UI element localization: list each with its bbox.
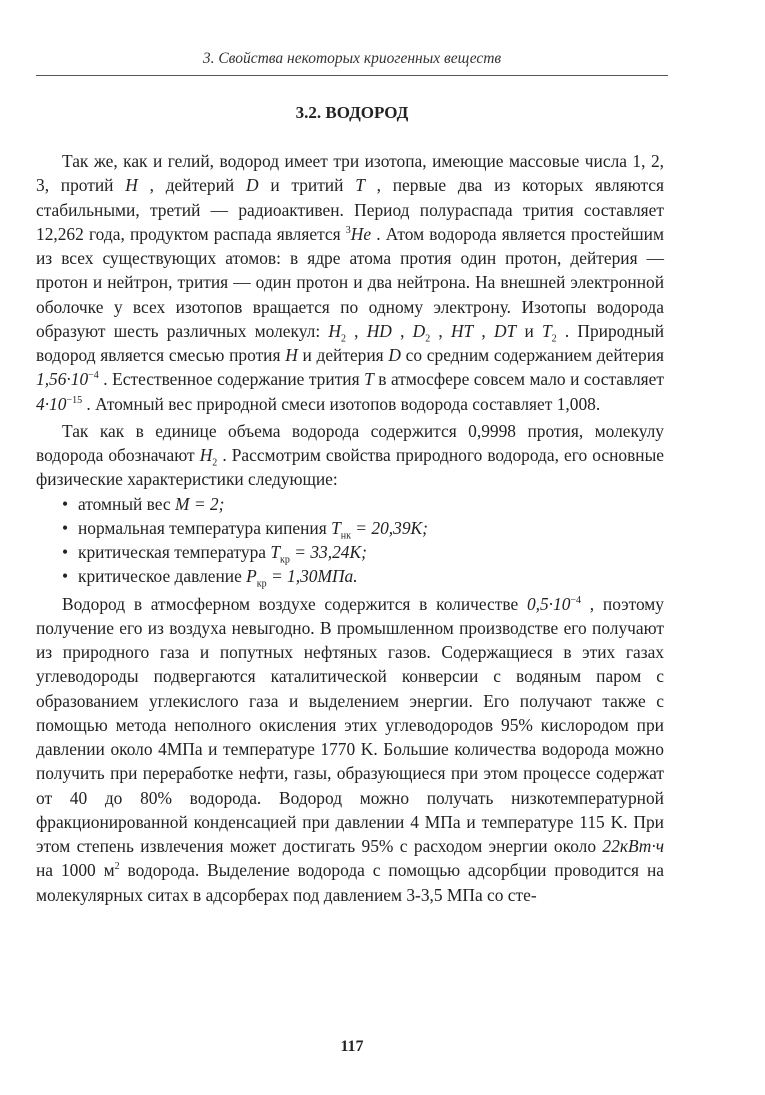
- running-header: 3. Свойства некоторых криогенных веществ: [202, 50, 502, 67]
- paragraph-3: Водород в атмосферном воздухе содержится в количестве $0,5\cdot 10^{-4}$ , поэтому получение его из воздуха невыгодно. В промышленном производстве его получают из природного газа и попутных нефтяных газов. Содержащиеся в этих газах углеводороды подвергаются каталитической конверсии с водяным паром с образованием углекислого газа и выделением энергии. Его получают также с помощью метода неполного окисления этих углеводородов 95% кислородом при давлении около 4МПа и температуре 1770 K. Большие количества водорода можно получить при переработке нефти, газы, образующиеся при этом процессе содержат от 40 до 80% водорода. Водород можно получать низкотемпературной фракционированной конденсацией при давлении 4 МПа и температуре 115 K. При этом степень извлечения может достигать 95% с расходом энергии около 22кВт·ч на 1000 $м^2$ водорода. Выделение водорода с помощью адсорбции проводится на молекулярных ситах в адсорберах под давлением 3-3,5 МПа со сте-: [36, 593, 665, 905]
- section-title: 3.2. ВОДОРОД: [295, 103, 409, 122]
- bullet-icon: •: [62, 493, 69, 514]
- list-item: • критическое давление $P_{кр} = 1,30МПа$.: [62, 566, 358, 590]
- properties-list: [36, 492, 664, 589]
- paragraph-1: Так же, как и гелий, водород имеет три изотопа, имеющие массовые числа 1, 2, 3, протий H , дейтерий D и тритий T , первые два из которых являются стабильными, третий — радиоактивен. Период полураспада трития составляет 12,262 года, продуктом распада является $^3$He . Атом водорода является простейшим из всех существующих атомов: в ядре атома протия один протон, дейтерия — протон и нейтрон, трития — один протон и два нейтрона. На внешней электронной оболочке у всех изотопов вращается по одному электрону. Изотопы водорода образуют шесть различных молекул: $H_2$ , HD , $D_2$ , HT , DT и $T_2$ . Природный водород является смесью протия H и дейтерия D со средним содержанием дейтерия $1,56\cdot 10^{-4}$ . Естественное содержание трития T в атмосфере совсем мало и составляет $4\cdot 10^{-15}$ . Атомный вес природной смеси изотопов водорода составляет 1,008.: [36, 151, 665, 414]
- bullet-icon: •: [62, 566, 69, 587]
- list-item: • нормальная температура кипения $T_{нк} = 20,39K$;: [62, 517, 428, 542]
- header-rule: [36, 75, 668, 76]
- bullet-icon: •: [62, 517, 69, 538]
- body-text: [36, 149, 664, 907]
- page-number: 117: [340, 1038, 364, 1055]
- list-item: • критическая температура $T_{кр} = 33,24K$;: [62, 542, 367, 566]
- paragraph-2: Так как в единице объема водорода содержится 0,9998 протия, молекулу водорода обозначают $H_2$ . Рассмотрим свойства природного водорода, его основные физические характеристики следующие:: [36, 420, 664, 490]
- bullet-icon: •: [62, 542, 69, 562]
- list-item: • атомный вес M = 2;: [62, 492, 664, 516]
